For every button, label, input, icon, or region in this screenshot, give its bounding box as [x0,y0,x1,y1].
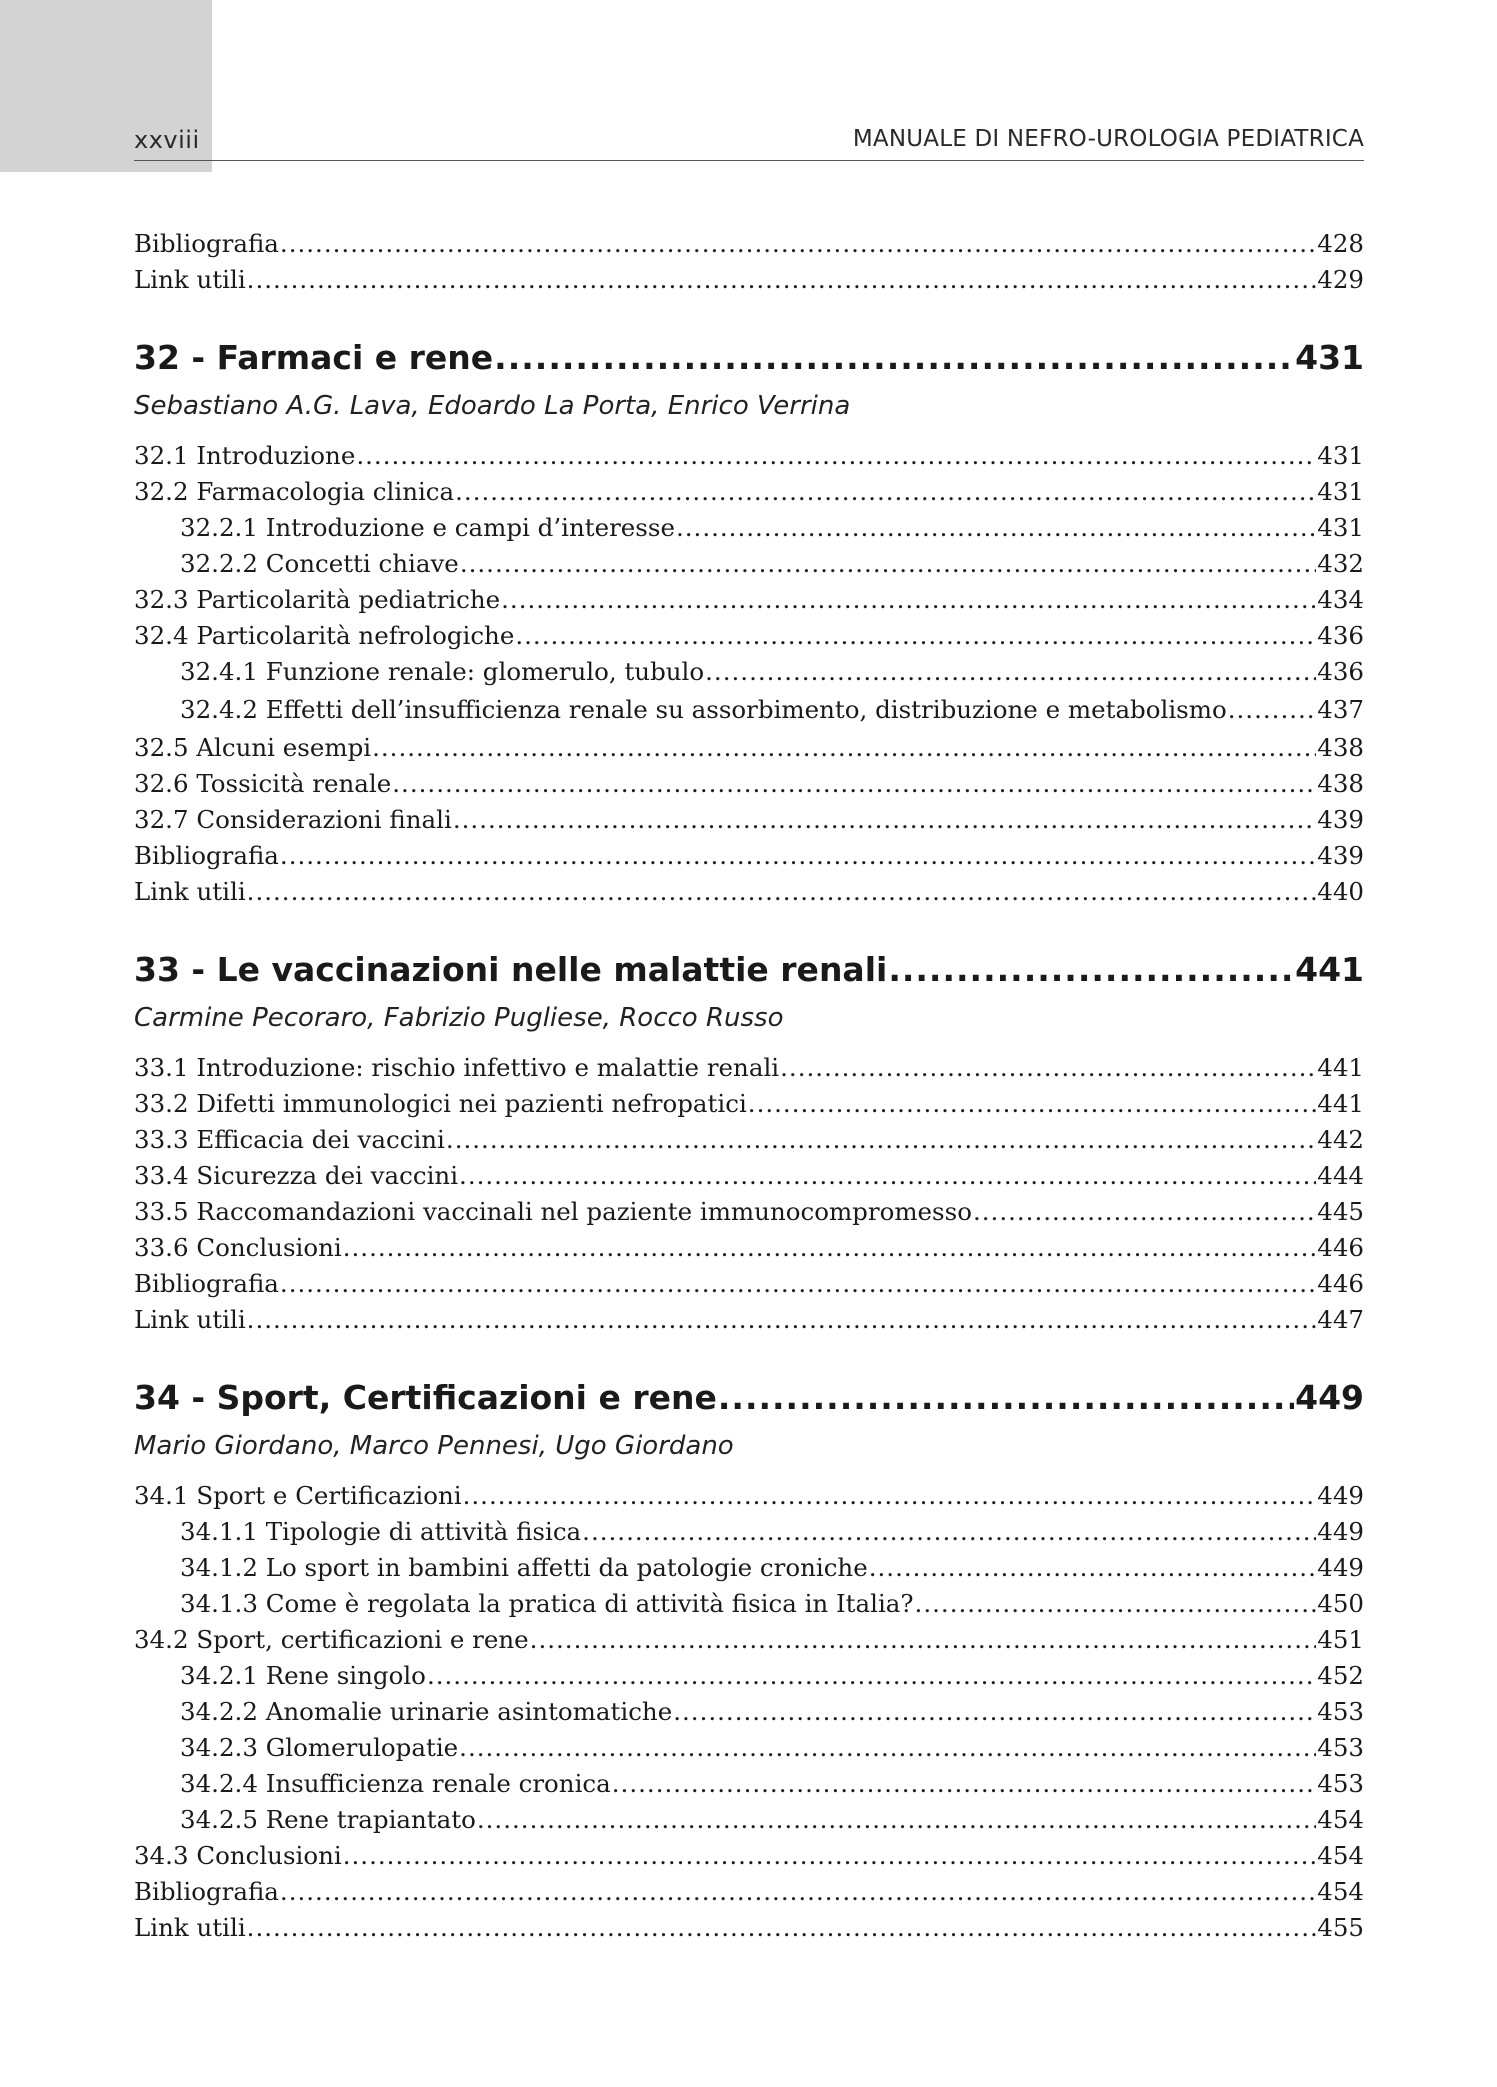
entry-page: 454 [1317,1877,1364,1906]
dot-leader [915,1586,1317,1622]
entry-page: 439 [1317,805,1364,834]
chapter-title: 32 - Farmaci e rene [134,338,494,377]
chapter-authors: Sebastiano A.G. Lava, Edoardo La Porta, Enrico Verrina [134,391,851,421]
entry-page: 445 [1317,1197,1364,1226]
entry-title: Link utili [134,265,246,294]
entry-title: 32.7 Considerazioni finali [134,805,452,834]
dot-leader [748,1086,1316,1122]
entry-title: 32.2 Farmacologia clinica [134,477,455,506]
dot-leader [280,838,1316,874]
entry-title: 32.1 Introduzione [134,441,356,470]
entry-page: 429 [1317,265,1364,294]
toc-entry[interactable] [134,838,1364,874]
dot-leader [459,1730,1316,1766]
entry-page: 431 [1317,441,1364,470]
entry-title: Bibliografia [134,1269,279,1298]
entry-title: 34.2.1 Rene singolo [180,1661,426,1690]
entry-title: 34.3 Conclusioni [134,1841,342,1870]
entry-page: 455 [1317,1913,1364,1942]
toc-entry[interactable] [134,1514,1364,1550]
entry-title: 33.1 Introduzione: rischio infettivo e malattie renali [134,1053,780,1082]
toc-entry[interactable] [134,474,1364,510]
entry-page: 439 [1317,841,1364,870]
toc-entry[interactable] [134,1658,1364,1694]
chapter-authors: Carmine Pecoraro, Fabrizio Pugliese, Rocco Russo [134,1003,784,1033]
dot-leader [280,1874,1316,1910]
entry-title: Link utili [134,1913,246,1942]
entry-title: 33.6 Conclusioni [134,1233,342,1262]
entry-page: 431 [1317,477,1364,506]
toc-entry[interactable] [134,1086,1364,1122]
entry-page: 432 [1317,549,1364,578]
entry-page: 453 [1317,1733,1364,1762]
entry-title: Bibliografia [134,229,279,258]
header-rule [134,160,1364,161]
dot-leader [612,1766,1316,1802]
dot-leader [356,438,1316,474]
entry-title: 34.1.2 Lo sport in bambini affetti da patologie croniche [180,1553,868,1582]
dot-leader [280,226,1316,262]
entry-page: 452 [1317,1661,1364,1690]
chapter-title: 33 - Le vaccinazioni nelle malattie renali [134,950,888,989]
dot-leader [676,510,1316,546]
toc-entry[interactable] [134,582,1364,618]
table-of-contents [134,226,1364,1946]
dot-leader [780,1050,1316,1086]
entry-page: 441 [1317,1053,1364,1082]
dot-leader [459,1158,1316,1194]
toc-entry[interactable] [134,766,1364,802]
entry-page: 441 [1317,1089,1364,1118]
toc-entry[interactable] [134,226,1364,262]
dot-leader [372,730,1316,766]
entry-page: 442 [1317,1125,1364,1154]
toc-entry[interactable] [134,1050,1364,1086]
dot-leader [343,1230,1317,1266]
dot-leader [455,474,1316,510]
toc-entry[interactable] [134,546,1364,582]
dot-leader [888,946,1294,994]
entry-page: 438 [1317,769,1364,798]
entry-page: 453 [1317,1697,1364,1726]
dot-leader [446,1122,1316,1158]
toc-entry[interactable] [134,1586,1364,1622]
toc-entry[interactable] [134,262,1364,298]
chapter-heading[interactable] [134,334,1364,382]
toc-entry[interactable] [134,1838,1364,1874]
entry-page: 431 [1317,513,1364,542]
toc-entry[interactable] [134,874,1364,910]
chapter-heading[interactable] [134,946,1364,994]
entry-page: 436 [1317,657,1364,686]
toc-entry[interactable] [134,1478,1364,1514]
dot-leader [973,1194,1316,1230]
entry-title: 34.1.3 Come è regolata la pratica di attività fisica in Italia? [180,1589,914,1618]
entry-title: 33.5 Raccomandazioni vaccinali nel paziente immunocompromesso [134,1197,972,1226]
dot-leader [463,1478,1317,1514]
toc-entry[interactable] [134,654,1364,690]
entry-title: 34.2 Sport, certificazioni e rene [134,1625,529,1654]
dot-leader [515,618,1316,654]
dot-leader [453,802,1316,838]
entry-title: 32.4.2 Effetti dell’insufficienza renale su assorbimento, distribuzione e metabolismo [180,695,1227,724]
entry-title: 32.2.1 Introduzione e campi d’interesse [180,513,675,542]
dot-leader [247,1910,1317,1946]
entry-page: 434 [1317,585,1364,614]
chapter-authors: Mario Giordano, Marco Pennesi, Ugo Giordano [134,1431,734,1461]
entry-page: 428 [1317,229,1364,258]
entry-title: 32.4.1 Funzione renale: glomerulo, tubulo [180,657,705,686]
entry-page: 438 [1317,733,1364,762]
entry-page: 436 [1317,621,1364,650]
dot-leader [718,1374,1294,1422]
entry-page: 450 [1317,1589,1364,1618]
toc-entry[interactable] [134,1622,1364,1658]
dot-leader [477,1802,1316,1838]
dot-leader [869,1550,1317,1586]
entry-page: 454 [1317,1841,1364,1870]
dot-leader [392,766,1316,802]
running-header: MANUALE DI NEFRO-UROLOGIA PEDIATRICA [852,126,1364,152]
entry-title: 32.4 Particolarità nefrologiche [134,621,515,650]
dot-leader [427,1658,1316,1694]
entry-title: 34.2.4 Insufficienza renale cronica [180,1769,611,1798]
entry-page: 453 [1317,1769,1364,1798]
toc-entry[interactable] [134,1302,1364,1338]
entry-title: Link utili [134,877,246,906]
page-number: xxviii [134,126,200,154]
dot-leader [247,262,1317,298]
entry-title: Bibliografia [134,841,279,870]
toc-entry[interactable] [134,690,1364,730]
dot-leader [343,1838,1317,1874]
toc-entry[interactable] [134,510,1364,546]
entry-title: 33.3 Efficacia dei vaccini [134,1125,445,1154]
entry-title: 34.2.3 Glomerulopatie [180,1733,459,1762]
dot-leader [582,1514,1316,1550]
entry-title: Link utili [134,1305,246,1334]
entry-title: 34.1.1 Tipologie di attività fisica [180,1517,582,1546]
entry-page: 437 [1317,695,1364,724]
toc-entry[interactable] [134,1802,1364,1838]
chapter-heading[interactable] [134,1374,1364,1422]
toc-entry[interactable] [134,618,1364,654]
entry-page: 454 [1317,1805,1364,1834]
entry-title: 33.4 Sicurezza dei vaccini [134,1161,459,1190]
dot-leader [494,334,1294,382]
dot-leader [705,654,1316,690]
entry-title: 34.2.2 Anomalie urinarie asintomatiche [180,1697,673,1726]
toc-entry[interactable] [134,1766,1364,1802]
entry-title: 34.1 Sport e Certificazioni [134,1481,462,1510]
dot-leader [247,1302,1317,1338]
entry-title: 34.2.5 Rene trapiantato [180,1805,476,1834]
entry-page: 446 [1317,1233,1364,1262]
chapter-title: 34 - Sport, Certificazioni e rene [134,1378,717,1417]
dot-leader [460,546,1316,582]
toc-entry[interactable] [134,1158,1364,1194]
chapter-page: 449 [1295,1378,1364,1417]
dot-leader [247,874,1317,910]
chapter-33 [134,946,1364,1338]
entry-title: Bibliografia [134,1877,279,1906]
entry-title: 32.2.2 Concetti chiave [180,549,459,578]
dot-leader [280,1266,1316,1302]
chapter-page: 431 [1295,338,1364,377]
dot-leader [501,582,1316,618]
toc-entry[interactable] [134,1730,1364,1766]
entry-page: 449 [1317,1517,1364,1546]
dot-leader [530,1622,1317,1658]
toc-entry[interactable] [134,1550,1364,1586]
toc-entry[interactable] [134,1194,1364,1230]
toc-entry[interactable] [134,730,1364,766]
chapter-34 [134,1374,1364,1946]
toc-entry[interactable] [134,1694,1364,1730]
dot-leader [1228,690,1317,730]
entry-title: 32.6 Tossicità renale [134,769,392,798]
chapter-32 [134,334,1364,910]
toc-entry[interactable] [134,802,1364,838]
toc-entry[interactable] [134,438,1364,474]
entry-title: 32.3 Particolarità pediatriche [134,585,501,614]
dot-leader [673,1694,1316,1730]
entry-title: 33.2 Difetti immunologici nei pazienti nefropatici [134,1089,747,1118]
chapter-page: 441 [1295,950,1364,989]
toc-entry[interactable] [134,1910,1364,1946]
entry-page: 449 [1317,1553,1364,1582]
entry-page: 449 [1317,1481,1364,1510]
entry-page: 440 [1317,877,1364,906]
toc-entry[interactable] [134,1122,1364,1158]
entry-page: 444 [1317,1161,1364,1190]
toc-entry[interactable] [134,1230,1364,1266]
entry-page: 447 [1317,1305,1364,1334]
entry-title: 32.5 Alcuni esempi [134,733,372,762]
toc-entry[interactable] [134,1874,1364,1910]
toc-entry[interactable] [134,1266,1364,1302]
entry-page: 451 [1317,1625,1364,1654]
entry-page: 446 [1317,1269,1364,1298]
